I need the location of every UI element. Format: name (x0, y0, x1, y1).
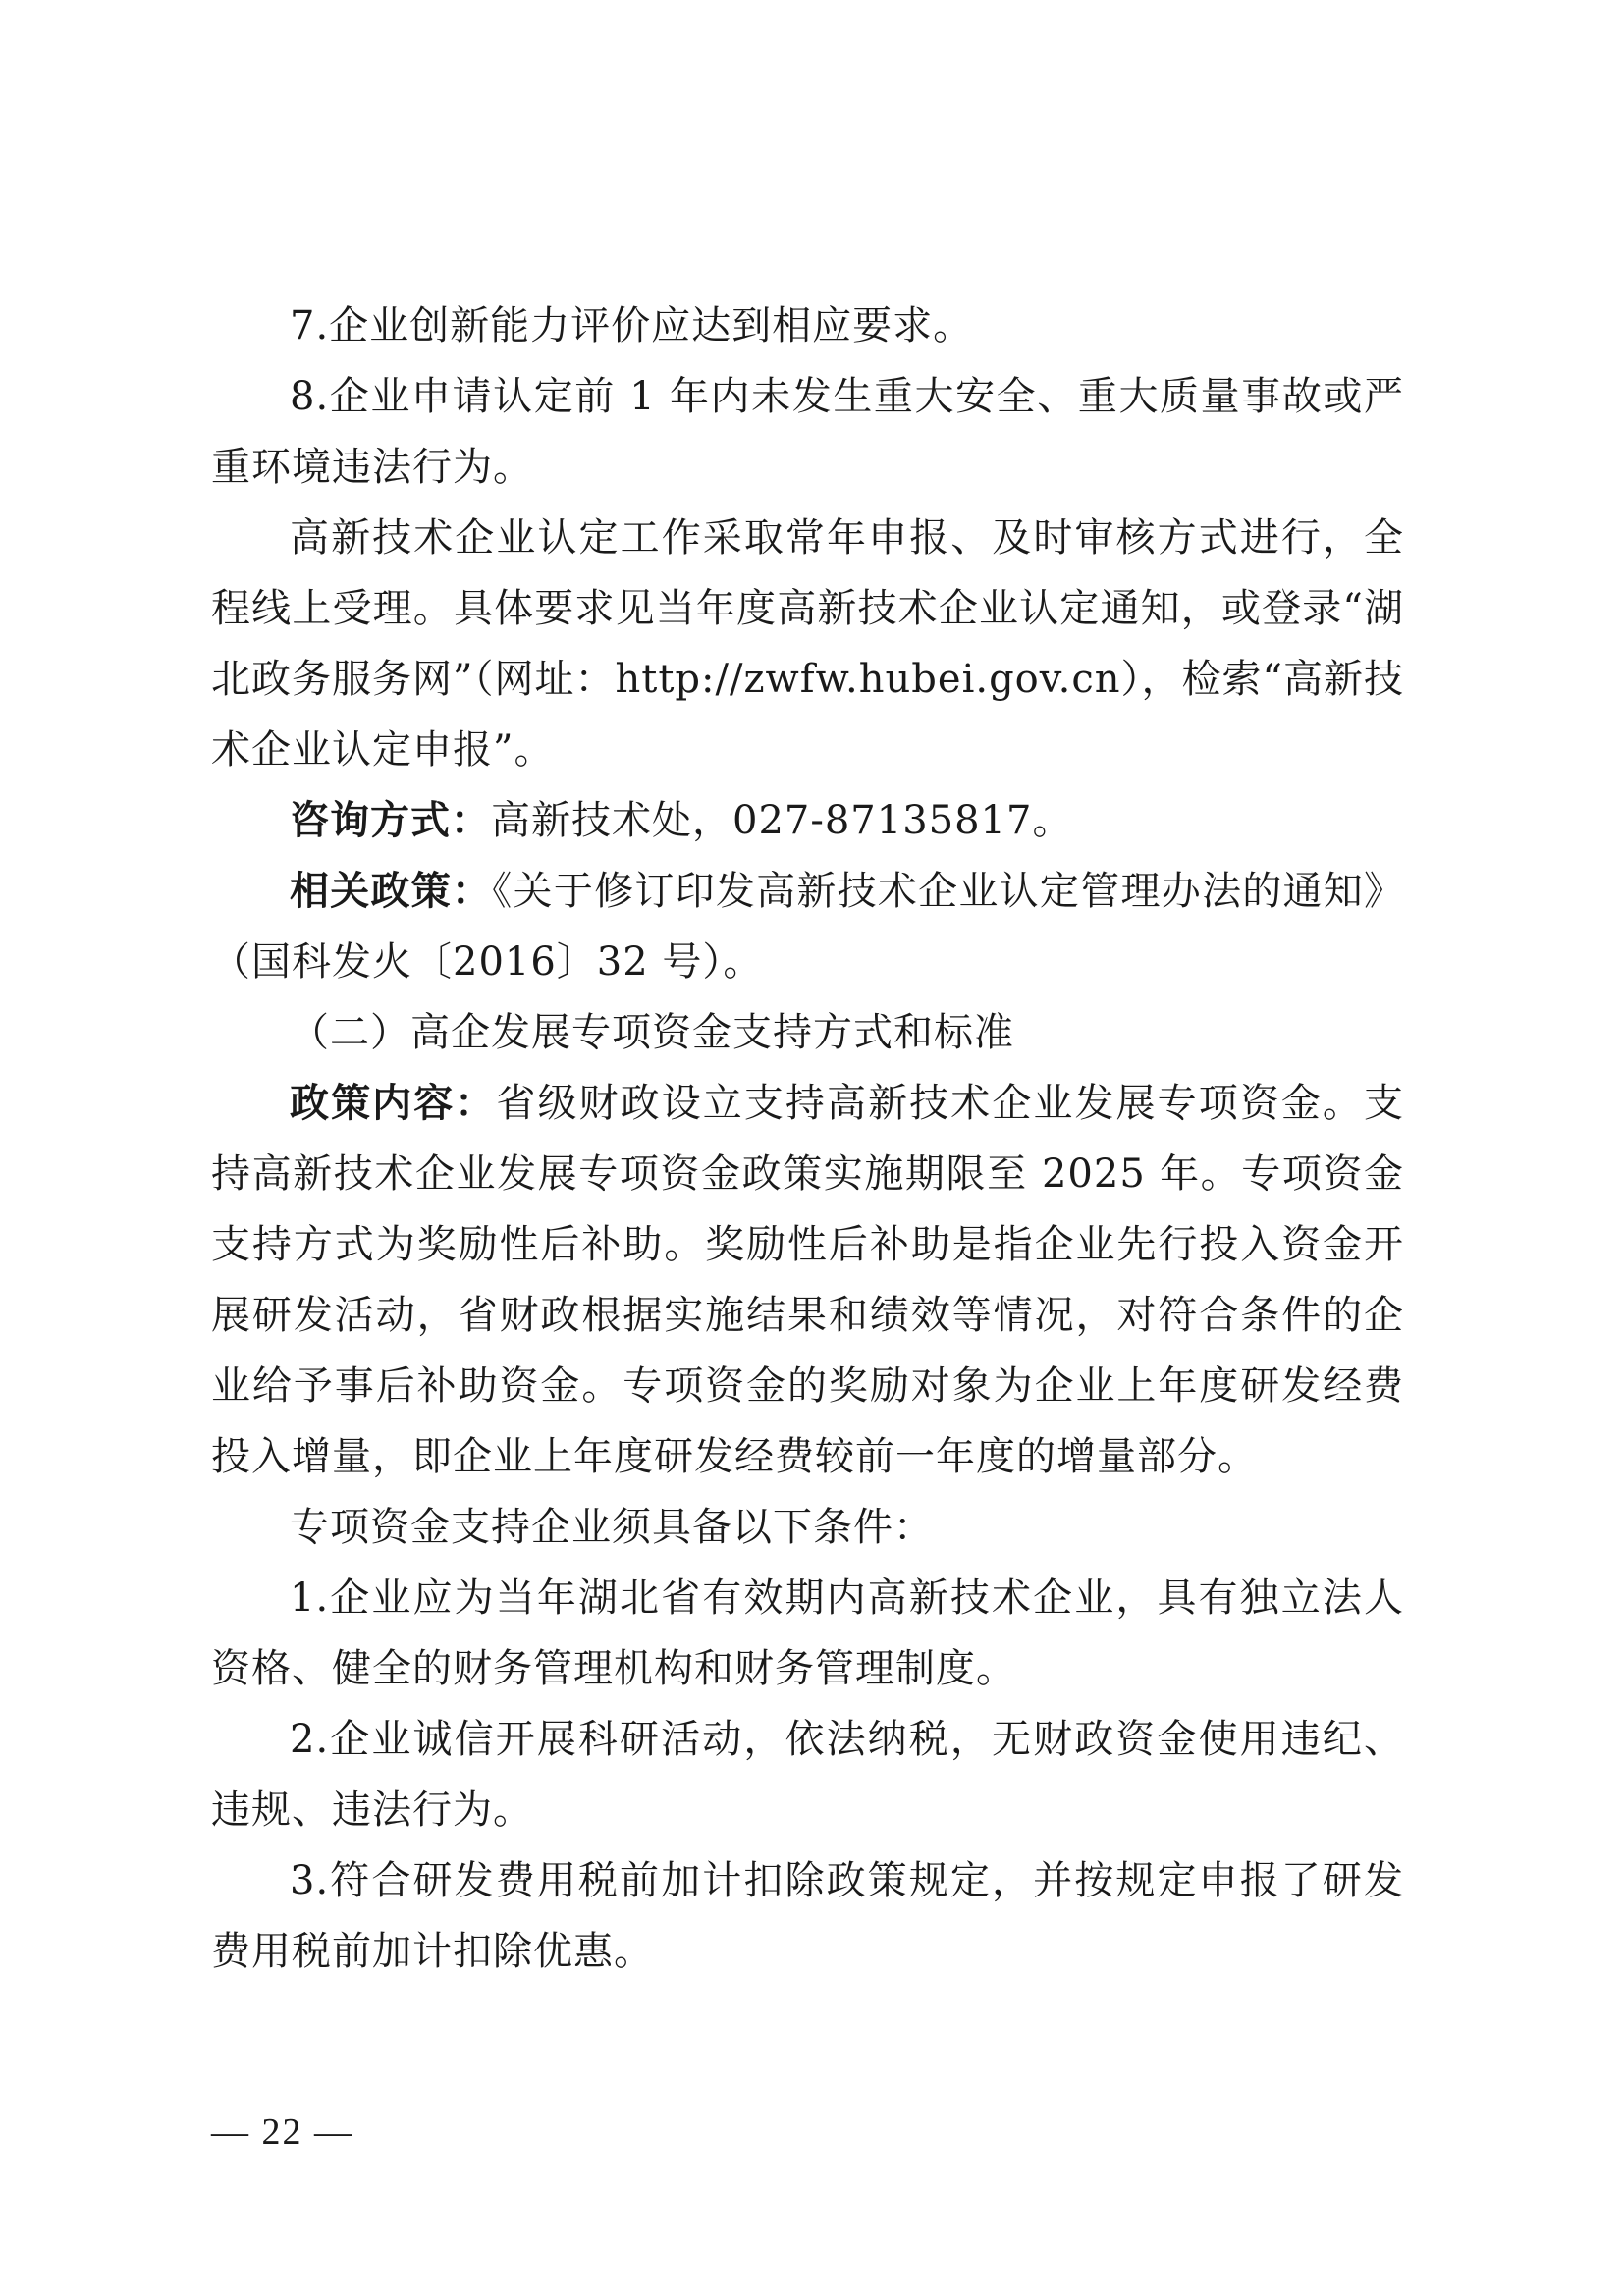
paragraph-item-8 (211, 361, 1404, 503)
paragraph-conditions-intro (211, 1492, 1404, 1563)
paragraph-text: 3.符合研发费用税前加计扣除政策规定，并按规定申报了研发费用税前加计扣除优惠。 (211, 1858, 1404, 1974)
paragraph-text: 2.企业诚信开展科研活动，依法纳税，无财政资金使用违纪、违规、违法行为。 (211, 1717, 1404, 1833)
paragraph-text: 高新技术处，027-87135817。 (491, 798, 1073, 843)
paragraph-text: 高新技术企业认定工作采取常年申报、及时审核方式进行，全程线上受理。具体要求见当年度高新技术企业认定通知，或登录“湖北政务服务网”（网址：http://zwfw.hubei.gov.cn），检索“高新技术企业认定申报”。 (211, 515, 1404, 773)
paragraph-text: 专项资金支持企业须具备以下条件： (290, 1505, 934, 1550)
paragraph-certification-process (211, 503, 1404, 785)
paragraph-condition-3 (211, 1845, 1404, 1987)
paragraph-contact (211, 785, 1404, 856)
paragraph-item-7 (211, 291, 1404, 361)
paragraph-lead: 咨询方式： (290, 797, 491, 843)
page-number: — 22 — (211, 2111, 353, 2153)
paragraph-text: 《关于修订印发高新技术企业认定管理办法的通知》（国科发火〔2016〕32 号）。 (211, 869, 1404, 985)
paragraph-condition-1 (211, 1563, 1404, 1704)
paragraph-policy-content (211, 1068, 1404, 1492)
section-heading: （二）高企发展专项资金支持方式和标准 (290, 1010, 1014, 1055)
paragraph-text: 7.企业创新能力评价应达到相应要求。 (290, 303, 974, 348)
paragraph-text: 8.企业申请认定前 1 年内未发生重大安全、重大质量事故或严重环境违法行为。 (211, 374, 1404, 490)
paragraph-text: 1.企业应为当年湖北省有效期内高新技术企业，具有独立法人资格、健全的财务管理机构和财务管理制度。 (211, 1575, 1404, 1691)
paragraph-lead: 政策内容： (290, 1080, 497, 1126)
paragraph-related-policy (211, 856, 1404, 997)
paragraph-lead: 相关政策： (290, 868, 493, 914)
paragraph-condition-2 (211, 1704, 1404, 1845)
paragraph-text: 省级财政设立支持高新技术企业发展专项资金。支持高新技术企业发展专项资金政策实施期限至 2025 年。专项资金支持方式为奖励性后补助。奖励性后补助是指企业先行投入资金开展研发活动，省财政根据实施结果和绩效等情况，对符合条件的企业给予事后补助资金。专项资金的奖励对象为企业上年度研发经费投入增量，即企业上年度研发经费较前一年度的增量部分。 (211, 1081, 1405, 1479)
document-body (211, 291, 1404, 1987)
